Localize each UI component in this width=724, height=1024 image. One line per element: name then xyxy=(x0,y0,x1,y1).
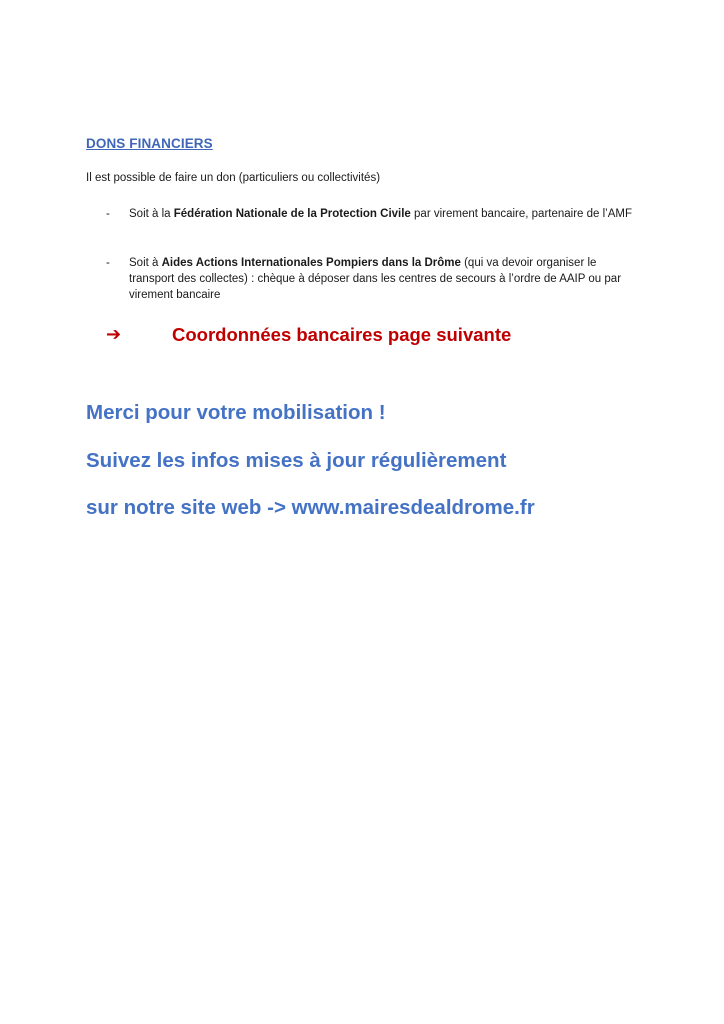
thanks-line: Merci pour votre mobilisation ! xyxy=(86,401,386,424)
intro-paragraph: Il est possible de faire un don (particuliers ou collectivités) xyxy=(86,172,381,184)
list-item-text xyxy=(129,255,644,303)
section-heading: DONS FINANCIERS xyxy=(86,136,213,151)
arrow-right-icon: ➔ xyxy=(106,324,122,344)
list-item-bold: Aides Actions Internationales Pompiers dans la Drôme xyxy=(161,257,461,269)
list-item-suffix: par virement bancaire, partenaire de l’AMF xyxy=(410,208,632,220)
website-line: sur notre site web -> www.mairesdealdrome.fr xyxy=(86,496,535,519)
list-item-bold: Fédération Nationale de la Protection Civile xyxy=(173,208,411,220)
bullet-dash: - xyxy=(106,257,110,269)
list-item-suffix: (qui va devoir organiser le transport des collectes) : chèque à déposer dans les centres de secours à l’ordre de AAIP ou par virement bancaire xyxy=(129,257,622,301)
bullet-dash: - xyxy=(106,208,110,220)
bank-details-label: Coordonnées bancaires page suivante xyxy=(172,324,512,345)
list-item-prefix: Soit à xyxy=(129,257,162,269)
updates-line: Suivez les infos mises à jour régulièrement xyxy=(86,449,507,472)
list-item-prefix: Soit à la xyxy=(129,208,174,220)
list-item-text xyxy=(129,206,644,222)
